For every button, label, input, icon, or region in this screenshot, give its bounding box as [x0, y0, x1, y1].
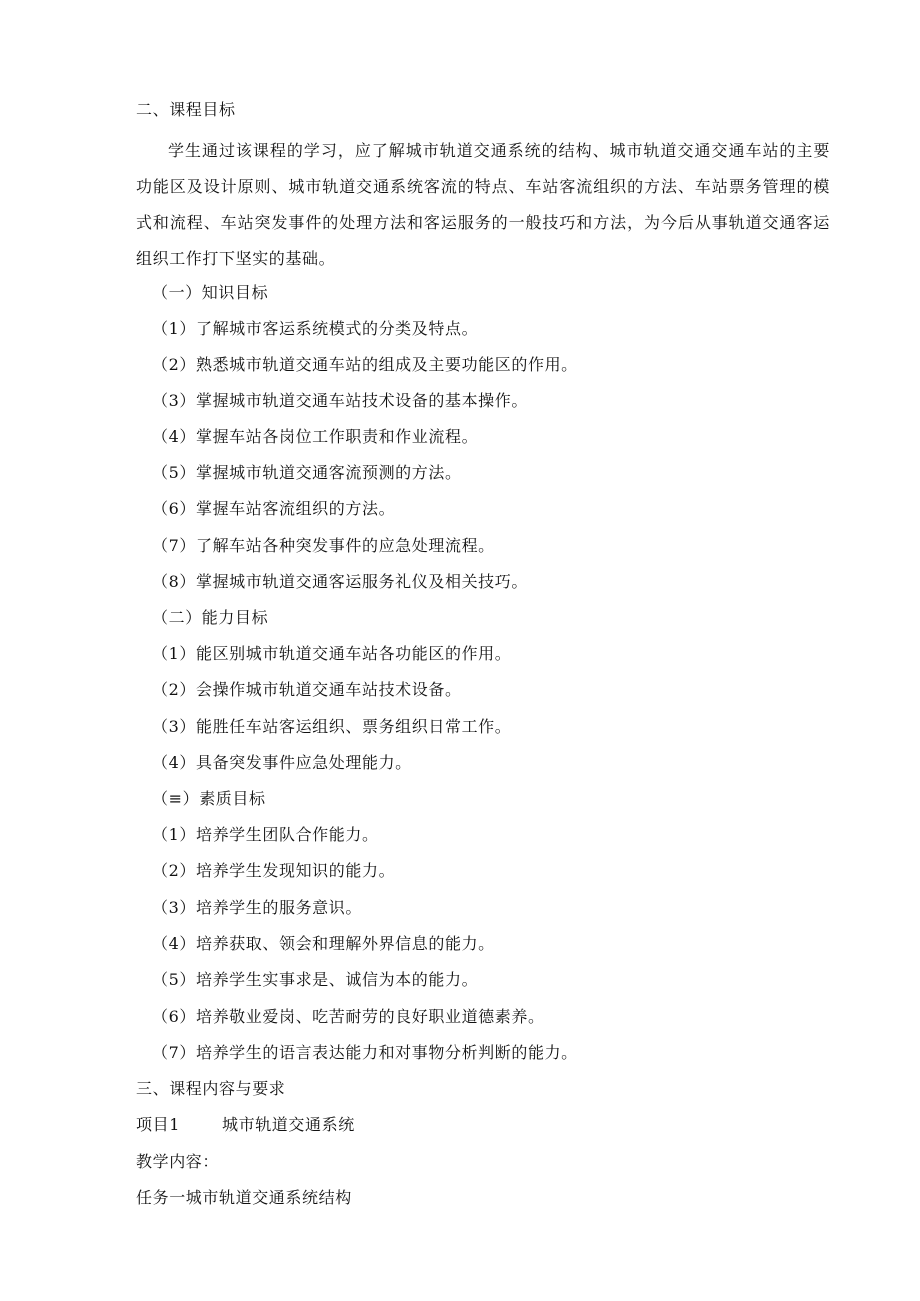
project-number: 项目1: [136, 1115, 180, 1134]
ability-item: （3）能胜任车站客运组织、票务组织日常工作。: [152, 717, 512, 736]
project-line: [136, 1114, 355, 1136]
course-goals-intro: 学生通过该课程的学习，应了解城市轨道交通系统的结构、城市轨道交通交通车站的主要功能区及设计原则、城市轨道交通系统客流的特点、车站客流组织的方法、车站票务管理的模式和流程、车站突发事件的处理方法和客运服务的一般技巧和方法，为今后从事轨道交通客运组织工作打下坚实的基础。: [136, 141, 830, 268]
quality-item: （7）培养学生的语言表达能力和对事物分析判断的能力。: [152, 1043, 578, 1062]
project-title: 城市轨道交通系统: [222, 1115, 355, 1134]
knowledge-item: （3）掌握城市轨道交通车站技术设备的基本操作。: [152, 391, 528, 410]
section-heading-course-content: 三、课程内容与要求: [136, 1079, 286, 1098]
task-title: 任务一城市轨道交通系统结构: [136, 1188, 352, 1207]
knowledge-item: （2）熟悉城市轨道交通车站的组成及主要功能区的作用。: [152, 355, 578, 374]
quality-item: （5）培养学生实事求是、诚信为本的能力。: [152, 970, 479, 989]
knowledge-item: （5）掌握城市轨道交通客流预测的方法。: [152, 463, 462, 482]
section-heading-course-goals: 二、课程目标: [136, 100, 236, 119]
quality-item: （4）培养获取、领会和理解外界信息的能力。: [152, 934, 495, 953]
subheading-quality-goals: （≡）素质目标: [152, 789, 266, 808]
ability-item: （1）能区别城市轨道交通车站各功能区的作用。: [152, 644, 512, 663]
quality-item: （2）培养学生发现知识的能力。: [152, 861, 396, 880]
knowledge-item: （6）掌握车站客流组织的方法。: [152, 499, 396, 518]
knowledge-item: （4）掌握车站各岗位工作职责和作业流程。: [152, 427, 479, 446]
teaching-content-label: 教学内容：: [136, 1152, 220, 1171]
quality-item: （1）培养学生团队合作能力。: [152, 825, 379, 844]
quality-item: （6）培养敬业爱岗、吃苦耐劳的良好职业道德素养。: [152, 1007, 545, 1026]
quality-item: （3）培养学生的服务意识。: [152, 898, 362, 917]
knowledge-item: （1）了解城市客运系统模式的分类及特点。: [152, 319, 479, 338]
knowledge-item: （8）掌握城市轨道交通客运服务礼仪及相关技巧。: [152, 572, 528, 591]
knowledge-item: （7）了解车站各种突发事件的应急处理流程。: [152, 536, 495, 555]
subheading-knowledge-goals: （一）知识目标: [152, 283, 269, 302]
subheading-ability-goals: （二）能力目标: [152, 608, 269, 627]
ability-item: （4）具备突发事件应急处理能力。: [152, 753, 412, 772]
ability-item: （2）会操作城市轨道交通车站技术设备。: [152, 680, 462, 699]
